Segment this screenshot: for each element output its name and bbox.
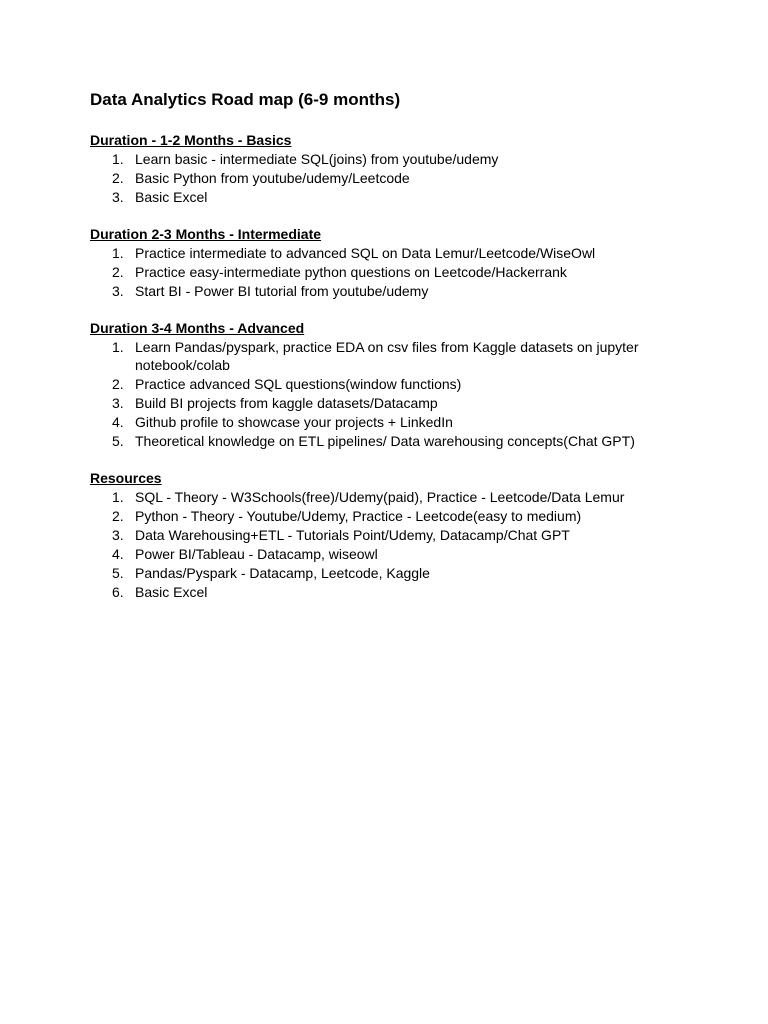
item-list [90, 244, 690, 300]
item-text: Data Warehousing+ETL - Tutorials Point/Udemy, Datacamp/Chat GPT [135, 527, 570, 543]
item-text: SQL - Theory - W3Schools(free)/Udemy(paid), Practice - Leetcode/Data Lemur [135, 489, 625, 505]
section-heading: Duration 2-3 Months - Intermediate [90, 226, 322, 242]
item-text: Build BI projects from kaggle datasets/Datacamp [135, 395, 438, 411]
item-text: Power BI/Tableau - Datacamp, wiseowl [135, 546, 378, 562]
item-number: 1. [112, 339, 124, 355]
item-text: Basic Python from youtube/udemy/Leetcode [135, 170, 410, 186]
item-number: 2. [112, 170, 124, 186]
item-text: Learn Pandas/pyspark, practice EDA on csv files from Kaggle datasets on jupyter notebook/colab [135, 339, 639, 373]
item-number: 4. [112, 414, 124, 430]
item-number: 3. [112, 283, 124, 299]
list-item [90, 413, 690, 431]
item-text: Pandas/Pyspark - Datacamp, Leetcode, Kaggle [135, 565, 430, 581]
document-title: Data Analytics Road map (6-9 months) [90, 90, 401, 109]
section-resources [90, 469, 690, 601]
item-number: 5. [112, 433, 124, 449]
item-text: Practice advanced SQL questions(window functions) [135, 376, 462, 392]
list-item [90, 526, 690, 544]
list-item [90, 282, 690, 300]
list-item [90, 338, 690, 374]
item-text: Start BI - Power BI tutorial from youtube/udemy [135, 283, 429, 299]
item-number: 3. [112, 527, 124, 543]
list-item [90, 545, 690, 563]
list-item [90, 263, 690, 281]
item-number: 1. [112, 489, 124, 505]
item-number: 2. [112, 376, 124, 392]
item-text: Basic Excel [135, 584, 208, 600]
section-heading: Duration 3-4 Months - Advanced [90, 320, 305, 336]
item-text: Theoretical knowledge on ETL pipelines/ Data warehousing concepts(Chat GPT) [135, 433, 635, 449]
item-text: Practice easy-intermediate python questions on Leetcode/Hackerrank [135, 264, 567, 280]
item-number: 6. [112, 584, 124, 600]
list-item [90, 394, 690, 412]
list-item [90, 375, 690, 393]
list-item [90, 244, 690, 262]
item-list [90, 150, 690, 206]
item-text: Practice intermediate to advanced SQL on Data Lemur/Leetcode/WiseOwl [135, 245, 596, 261]
item-text: Learn basic - intermediate SQL(joins) from youtube/udemy [135, 151, 499, 167]
list-item [90, 150, 690, 168]
item-text: Basic Excel [135, 189, 208, 205]
list-item [90, 583, 690, 601]
list-item [90, 507, 690, 525]
section-heading: Duration - 1-2 Months - Basics [90, 132, 292, 148]
section-basics [90, 131, 690, 206]
list-item [90, 188, 690, 206]
list-item [90, 488, 690, 506]
item-number: 2. [112, 508, 124, 524]
item-number: 3. [112, 395, 124, 411]
list-item [90, 564, 690, 582]
item-list [90, 338, 690, 450]
item-number: 2. [112, 264, 124, 280]
item-number: 3. [112, 189, 124, 205]
item-text: Github profile to showcase your projects + LinkedIn [135, 414, 453, 430]
item-list [90, 488, 690, 601]
item-text: Python - Theory - Youtube/Udemy, Practice - Leetcode(easy to medium) [135, 508, 582, 524]
list-item [90, 169, 690, 187]
item-number: 5. [112, 565, 124, 581]
list-item [90, 432, 690, 450]
section-heading: Resources [90, 470, 162, 486]
item-number: 1. [112, 245, 124, 261]
item-number: 4. [112, 546, 124, 562]
item-number: 1. [112, 151, 124, 167]
section-intermediate [90, 225, 690, 300]
section-advanced [90, 319, 690, 450]
